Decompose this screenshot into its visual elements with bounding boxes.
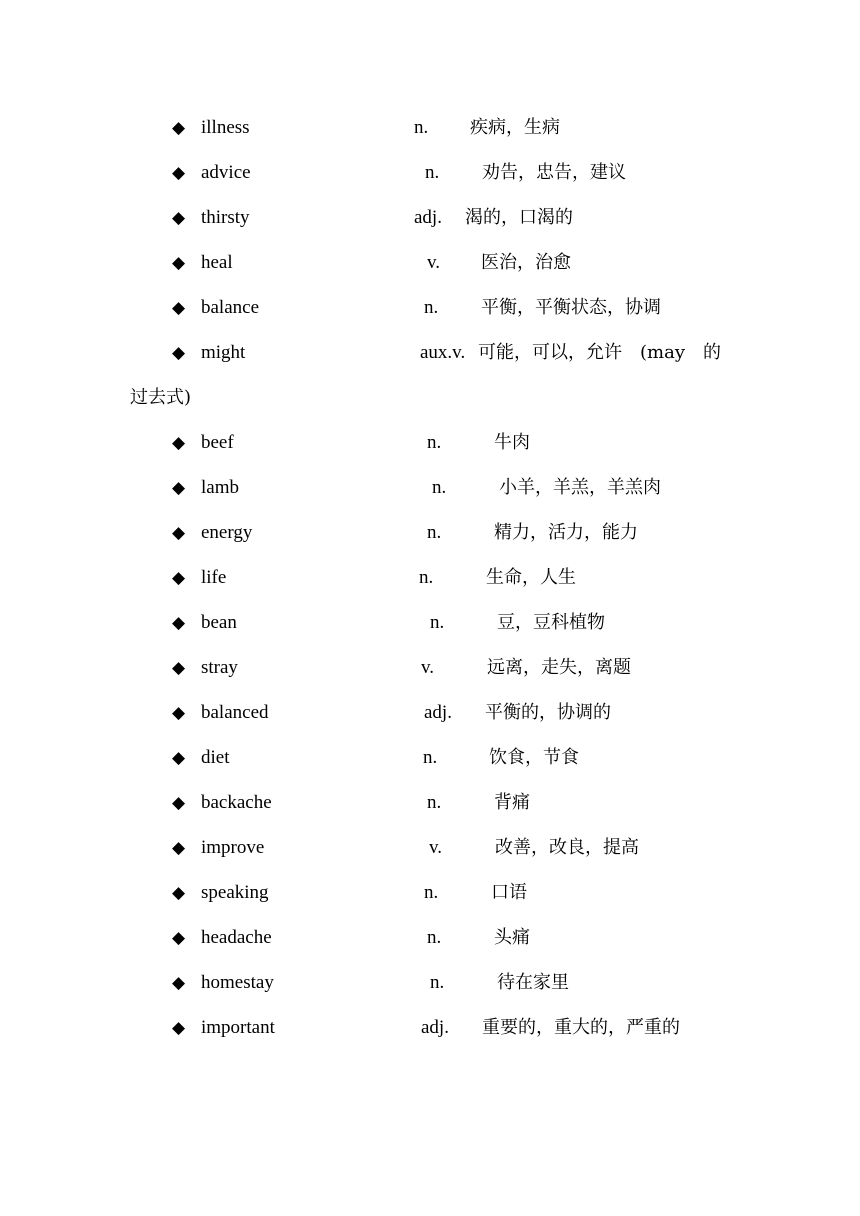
diamond-bullet-icon: ◆ — [172, 208, 186, 228]
vocabulary-word: bean — [201, 612, 237, 633]
chinese-meaning: 平衡的，协调的 — [485, 702, 611, 723]
vocabulary-row — [0, 656, 860, 701]
diamond-bullet-icon: ◆ — [172, 1018, 186, 1038]
vocabulary-row — [0, 476, 860, 521]
diamond-bullet-icon: ◆ — [172, 973, 186, 993]
vocabulary-word: backache — [201, 792, 272, 813]
chinese-meaning: 待在家里 — [497, 972, 569, 993]
chinese-meaning-continuation: 过去式) — [130, 387, 192, 408]
vocabulary-row — [0, 251, 860, 296]
chinese-meaning: 精力，活力，能力 — [494, 522, 638, 543]
diamond-bullet-icon: ◆ — [172, 433, 186, 453]
chinese-meaning: 生命，人生 — [486, 567, 576, 588]
vocabulary-row — [0, 836, 860, 881]
chinese-meaning: 渴的，口渴的 — [465, 207, 573, 228]
part-of-speech: n. — [427, 927, 442, 948]
diamond-bullet-icon: ◆ — [172, 838, 186, 858]
diamond-bullet-icon: ◆ — [172, 703, 186, 723]
chinese-meaning: 背痛 — [494, 792, 530, 813]
part-of-speech: adj. — [424, 702, 452, 723]
diamond-bullet-icon: ◆ — [172, 613, 186, 633]
vocabulary-row — [0, 521, 860, 566]
vocabulary-word: might — [201, 342, 246, 363]
chinese-meaning: 豆，豆科植物 — [497, 612, 605, 633]
vocabulary-word: stray — [201, 657, 238, 678]
diamond-bullet-icon: ◆ — [172, 793, 186, 813]
vocabulary-word: homestay — [201, 972, 274, 993]
part-of-speech: adj. — [414, 207, 442, 228]
part-of-speech: n. — [432, 477, 447, 498]
part-of-speech: v. — [421, 657, 435, 678]
diamond-bullet-icon: ◆ — [172, 253, 186, 273]
chinese-meaning: 远离，走失，离题 — [487, 657, 631, 678]
vocabulary-row — [0, 161, 860, 206]
chinese-meaning: 牛肉 — [494, 432, 530, 453]
vocabulary-word: heal — [201, 252, 233, 273]
diamond-bullet-icon: ◆ — [172, 748, 186, 768]
part-of-speech: n. — [427, 432, 442, 453]
vocabulary-row — [0, 1016, 860, 1061]
chinese-meaning: 改善，改良，提高 — [495, 837, 639, 858]
part-of-speech: n. — [419, 567, 434, 588]
vocabulary-row — [0, 746, 860, 791]
diamond-bullet-icon: ◆ — [172, 478, 186, 498]
chinese-meaning: 口语 — [491, 882, 527, 903]
vocabulary-word: diet — [201, 747, 230, 768]
diamond-bullet-icon: ◆ — [172, 658, 186, 678]
vocabulary-row — [0, 341, 860, 386]
vocabulary-row — [0, 431, 860, 476]
vocabulary-word: balance — [201, 297, 260, 318]
vocabulary-row — [0, 701, 860, 746]
chinese-meaning: 平衡，平衡状态，协调 — [481, 297, 661, 318]
part-of-speech: n. — [427, 522, 442, 543]
vocabulary-row — [0, 206, 860, 251]
diamond-bullet-icon: ◆ — [172, 523, 186, 543]
diamond-bullet-icon: ◆ — [172, 883, 186, 903]
chinese-meaning: 小羊，羊羔，羊羔肉 — [499, 477, 661, 498]
diamond-bullet-icon: ◆ — [172, 298, 186, 318]
vocabulary-row — [0, 566, 860, 611]
diamond-bullet-icon: ◆ — [172, 568, 186, 588]
chinese-meaning: 疾病，生病 — [470, 117, 560, 138]
vocabulary-word: illness — [201, 117, 250, 138]
vocabulary-row — [0, 791, 860, 836]
vocabulary-row — [0, 881, 860, 926]
part-of-speech: n. — [424, 297, 439, 318]
part-of-speech: v. — [427, 252, 441, 273]
vocabulary-row — [0, 971, 860, 1016]
vocabulary-word: advice — [201, 162, 251, 183]
vocabulary-word: balanced — [201, 702, 269, 723]
vocabulary-word: life — [201, 567, 227, 588]
diamond-bullet-icon: ◆ — [172, 118, 186, 138]
vocabulary-word: important — [201, 1017, 275, 1038]
diamond-bullet-icon: ◆ — [172, 928, 186, 948]
chinese-meaning: 饮食，节食 — [489, 747, 579, 768]
chinese-meaning: 医治，治愈 — [481, 252, 571, 273]
part-of-speech: n. — [427, 792, 442, 813]
vocabulary-word: headache — [201, 927, 272, 948]
diamond-bullet-icon: ◆ — [172, 163, 186, 183]
chinese-meaning: 头痛 — [494, 927, 530, 948]
vocabulary-row — [0, 926, 860, 971]
vocabulary-row — [0, 611, 860, 656]
part-of-speech: adj. — [421, 1017, 449, 1038]
vocabulary-row — [0, 116, 860, 161]
vocabulary-word: lamb — [201, 477, 239, 498]
part-of-speech: n. — [424, 882, 439, 903]
vocabulary-word: speaking — [201, 882, 269, 903]
vocabulary-word: energy — [201, 522, 253, 543]
part-of-speech: n. — [423, 747, 438, 768]
part-of-speech: n. — [430, 612, 445, 633]
vocabulary-word: improve — [201, 837, 265, 858]
vocabulary-row — [0, 296, 860, 341]
part-of-speech: aux.v. — [420, 342, 466, 363]
diamond-bullet-icon: ◆ — [172, 343, 186, 363]
part-of-speech: n. — [430, 972, 445, 993]
chinese-meaning: 可能，可以，允许 (may 的 — [478, 342, 721, 363]
part-of-speech: n. — [425, 162, 440, 183]
chinese-meaning: 重要的，重大的，严重的 — [482, 1017, 680, 1038]
part-of-speech: n. — [414, 117, 429, 138]
vocabulary-word: thirsty — [201, 207, 250, 228]
part-of-speech: v. — [429, 837, 443, 858]
chinese-meaning: 劝告，忠告，建议 — [482, 162, 626, 183]
vocabulary-word: beef — [201, 432, 234, 453]
